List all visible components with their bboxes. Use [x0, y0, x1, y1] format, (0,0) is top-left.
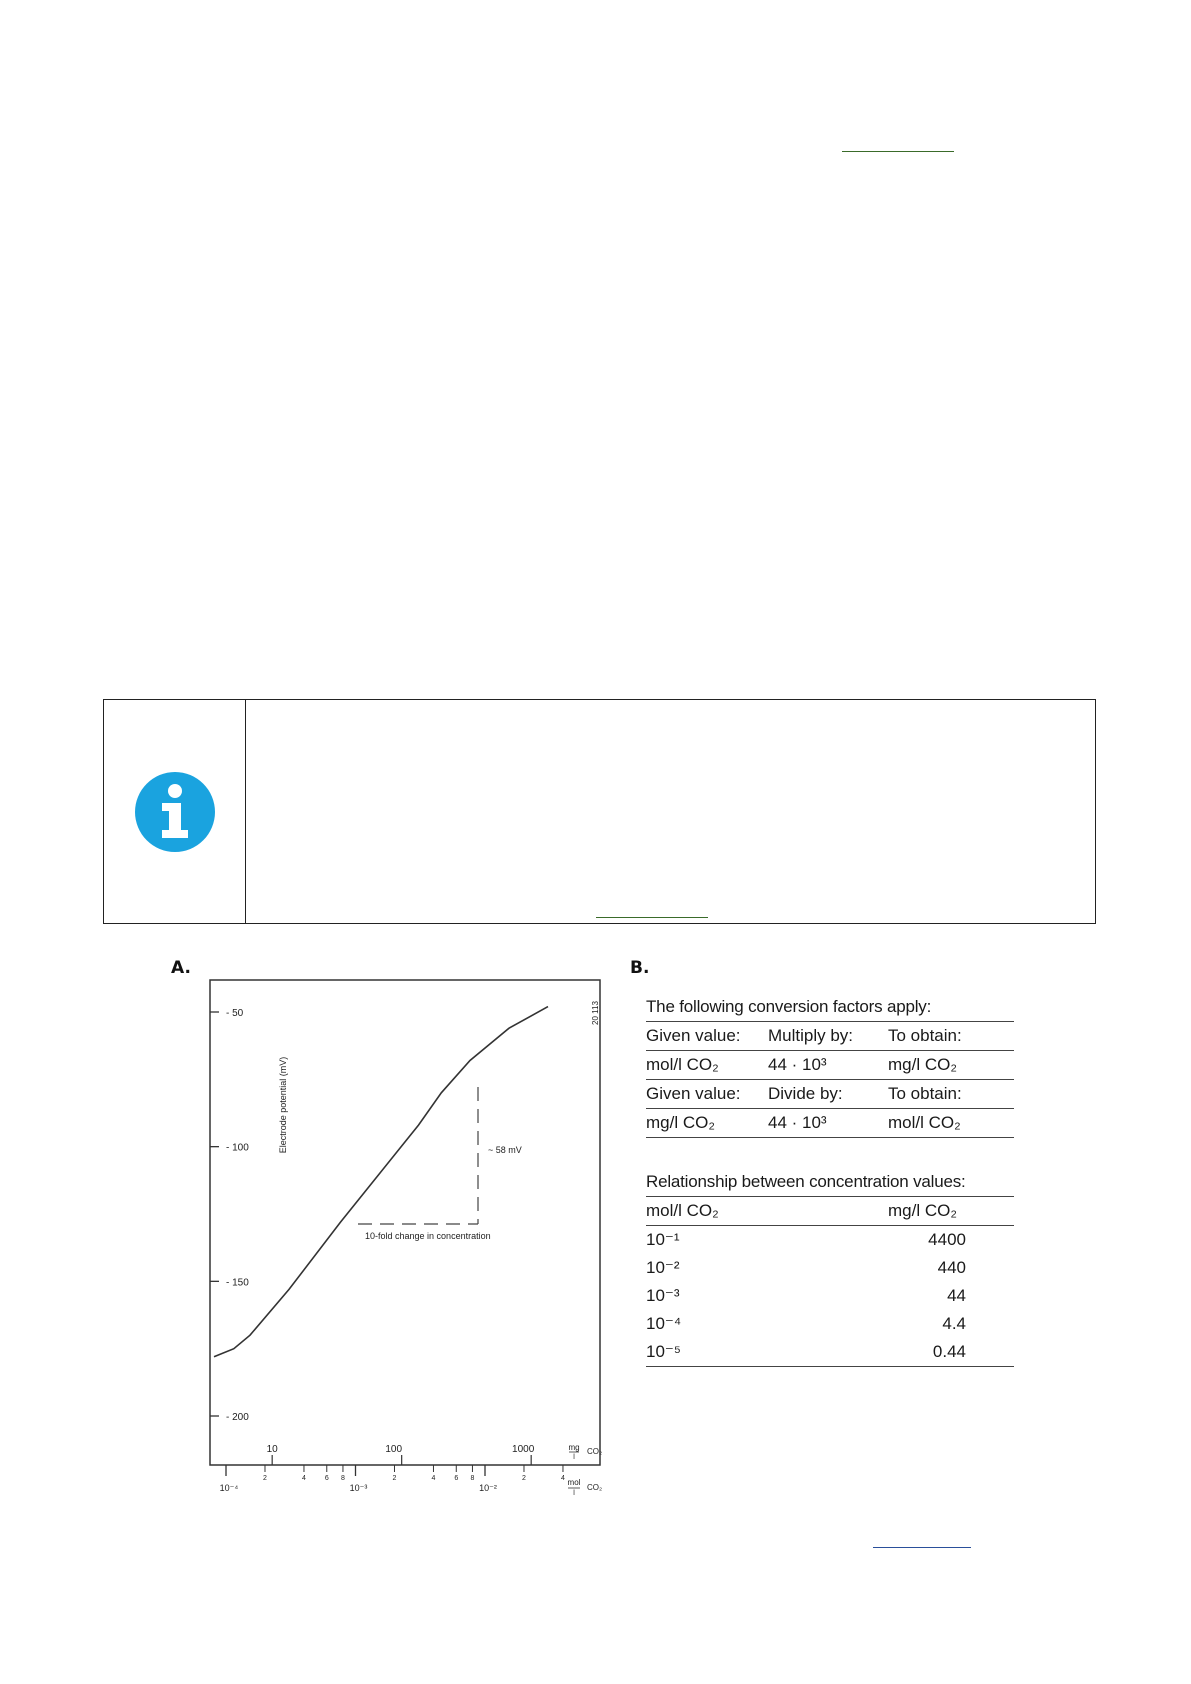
- link-underline-top[interactable]: [842, 151, 954, 152]
- potential-curve: [214, 1007, 548, 1357]
- y-axis-ticks: [210, 1008, 249, 1423]
- x-top-tick-label: 100: [385, 1444, 403, 1455]
- x-bottom-minor-label: 4: [431, 1475, 436, 1482]
- x-bottom-minor-label: 8: [340, 1475, 345, 1482]
- x-bottom-minor-label: 2: [522, 1475, 526, 1482]
- info-box-divider: [245, 700, 246, 923]
- cell: Given value:: [646, 1026, 741, 1045]
- panel-label-a: A.: [171, 958, 191, 978]
- cell: To obtain:: [888, 1084, 962, 1103]
- y-tick-label: - 50: [226, 1008, 244, 1019]
- table-row: [646, 1282, 1014, 1310]
- table-header-3: [646, 1197, 1014, 1225]
- x-axis-bottom-ticks: [220, 1465, 565, 1493]
- cell: 440: [937, 1258, 966, 1277]
- table-header-1: [646, 1022, 1014, 1050]
- x-bottom-unit: [568, 1478, 603, 1497]
- cell: 10⁻²: [646, 1258, 680, 1277]
- y-tick-label: - 100: [226, 1142, 249, 1154]
- x-bottom-minor-label: 6: [324, 1475, 329, 1482]
- table-row: [646, 1226, 1014, 1254]
- x-bottom-tick-label: 10⁻³: [349, 1483, 368, 1493]
- cell: 4.4: [942, 1314, 966, 1333]
- conversion-table: [646, 993, 1014, 1367]
- x-top-tick-label: 10: [266, 1444, 278, 1455]
- table-caption-2: Relationship between concentration values:: [646, 1172, 966, 1191]
- table-header-2: [646, 1080, 1014, 1108]
- table-caption-1: The following conversion factors apply:: [646, 997, 932, 1016]
- y-tick-label: - 200: [226, 1412, 249, 1423]
- x-top-unit-num: mg: [568, 1443, 580, 1452]
- panel-label-b: B.: [630, 958, 650, 978]
- slope-annotation: [358, 1087, 522, 1241]
- cell: 10⁻¹: [646, 1230, 680, 1249]
- table-row: [646, 1338, 1014, 1366]
- electrode-potential-chart: [160, 955, 620, 1510]
- x-top-unit-den: l: [573, 1454, 575, 1461]
- info-icon: [135, 772, 215, 852]
- x-bottom-unit-den: l: [573, 1490, 575, 1497]
- cell: Given value:: [646, 1084, 741, 1103]
- table-row: [646, 1051, 1014, 1079]
- x-bottom-minor-label: 4: [561, 1475, 565, 1482]
- x-bottom-minor-label: 6: [454, 1475, 459, 1482]
- table-row: [646, 1254, 1014, 1282]
- cell: 44 · 10³: [768, 1055, 827, 1074]
- table-row: [646, 1109, 1014, 1137]
- x-bottom-minor-label: 4: [302, 1475, 306, 1482]
- cell: 44: [947, 1286, 966, 1305]
- x-bottom-minor-label: 2: [392, 1475, 397, 1482]
- x-top-unit-species: CO₂: [587, 1447, 603, 1456]
- table-row: [646, 1310, 1014, 1338]
- x-axis-top-ticks: [267, 1444, 535, 1465]
- cell: 4400: [928, 1230, 966, 1249]
- x-top-unit: [568, 1443, 602, 1461]
- cell: 44 · 10³: [768, 1113, 827, 1132]
- cell: mg/l CO₂: [888, 1201, 957, 1220]
- cell: 0.44: [932, 1342, 966, 1361]
- figure-id: 20 113: [591, 1001, 600, 1025]
- cell: mol/l CO₂: [888, 1113, 961, 1132]
- cell: Multiply by:: [768, 1026, 854, 1045]
- x-bottom-tick-label: 10⁻²: [479, 1483, 497, 1493]
- x-bottom-tick-label: 10⁻⁴: [219, 1483, 239, 1493]
- annotation-10fold: 10-fold change in concentration: [365, 1231, 491, 1241]
- x-bottom-minor-label: 8: [470, 1475, 475, 1482]
- cell: To obtain:: [888, 1026, 962, 1045]
- cell: mg/l CO₂: [888, 1055, 957, 1074]
- cell: 10⁻⁴: [646, 1314, 682, 1333]
- y-tick-label: - 150: [226, 1277, 249, 1289]
- info-note-box: [103, 699, 1096, 924]
- cell: Divide by:: [768, 1084, 843, 1103]
- link-underline-bottom[interactable]: [873, 1547, 971, 1548]
- cell: 10⁻³: [646, 1286, 680, 1305]
- cell: mol/l CO₂: [646, 1055, 719, 1074]
- x-bottom-unit-species: CO₂: [587, 1483, 603, 1492]
- plot-frame: [210, 980, 603, 1465]
- cell: mol/l CO₂: [646, 1201, 719, 1220]
- x-bottom-minor-label: 2: [263, 1475, 267, 1482]
- cell: 10⁻⁵: [646, 1342, 681, 1361]
- cell: mg/l CO₂: [646, 1113, 715, 1132]
- x-top-tick-label: 1000: [512, 1444, 535, 1455]
- y-axis-label: Electrode potential (mV): [278, 1056, 288, 1154]
- annotation-58mv: ~ 58 mV: [488, 1145, 522, 1155]
- x-bottom-unit-num: mol: [567, 1478, 581, 1487]
